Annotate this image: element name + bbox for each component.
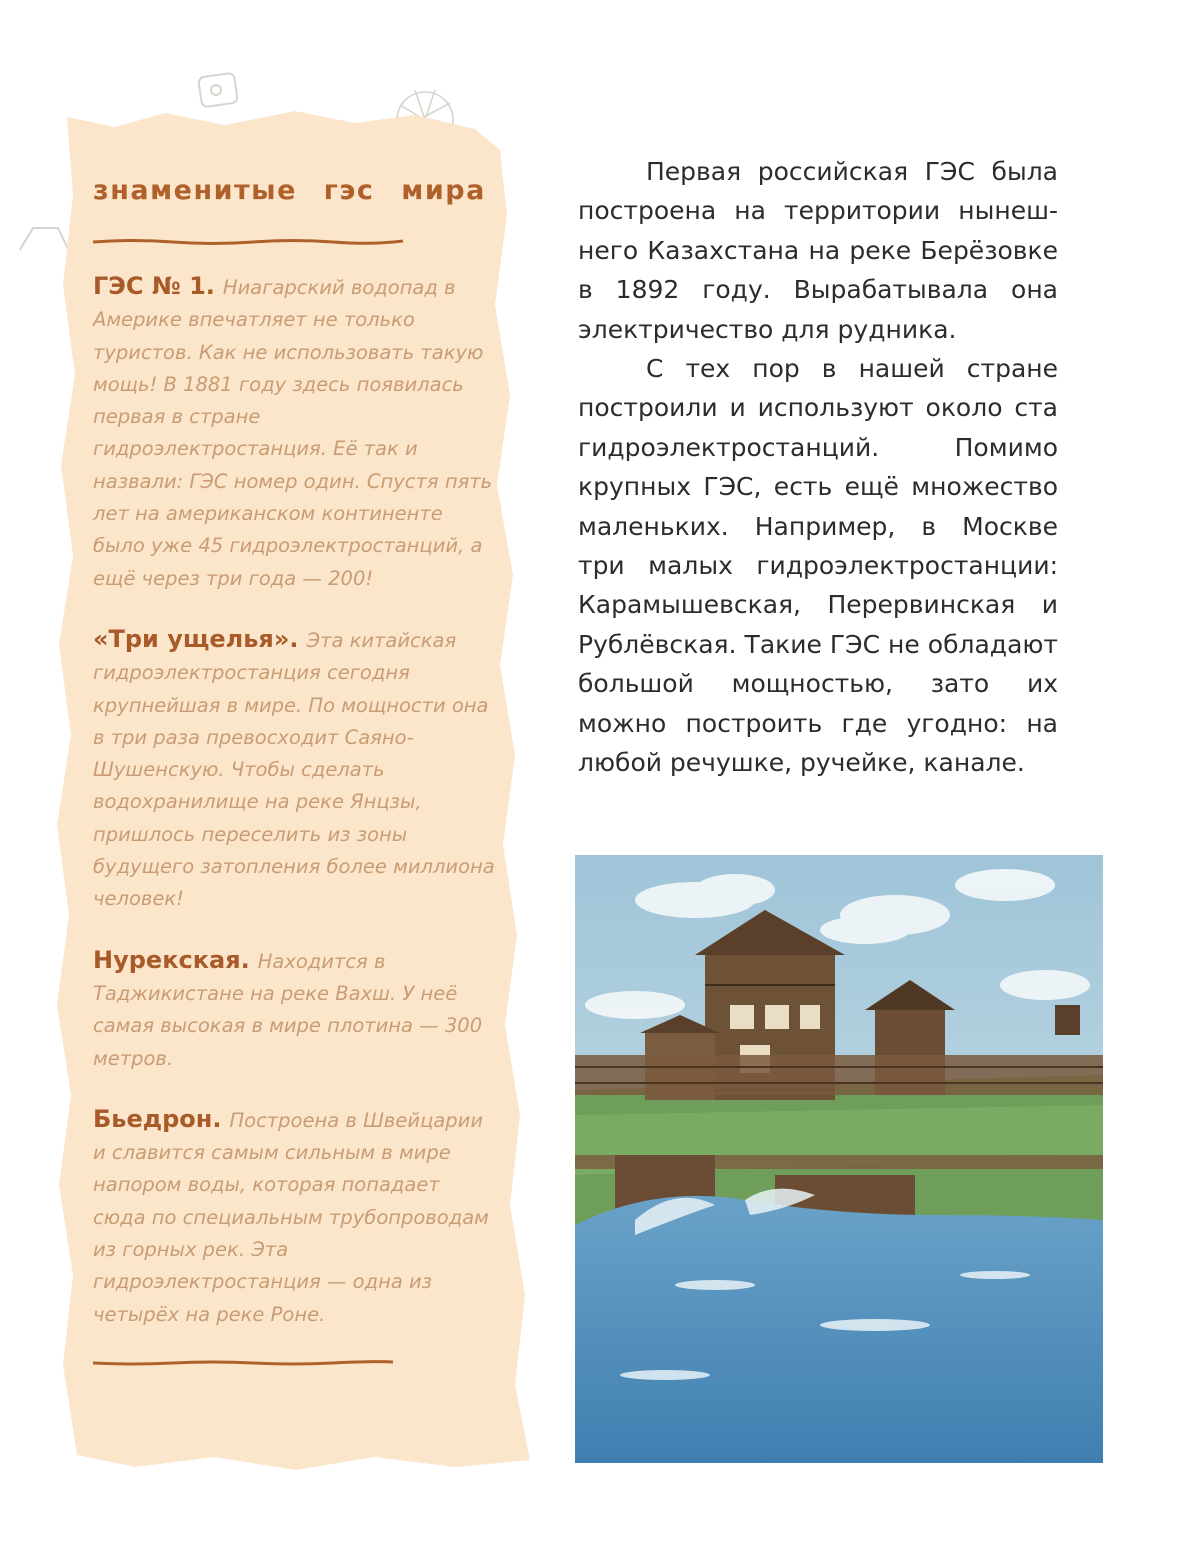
entry-text: Ниагарский водопад в Америке впечатляет не только туристов. Как не использовать такую мощь! В 1881 году здесь появилась первая в стране гидроэлектростанция. Её так и назвали: ГЭС номер один. Спустя пять лет на американском континенте было уже 45 гидроэлектростанций, а ещё через три года — 200! [93,276,493,590]
entry-heading: ГЭС № 1. [93,272,215,300]
hydro-plant-illustration [575,855,1103,1463]
main-article [578,152,1058,783]
entry-heading: Бьедрон. [93,1104,222,1133]
entry-nurek [93,944,498,1075]
entry-text: Эта китайская гидроэлектростанция сегодня крупнейшая в мире. По мощности она в три раза превосходит Саяно-Шушенскую. Чтобы сделать водохранилище на реке Янцзы, пришлось переселить из зоны будущего затопления более миллиона человек! [93,628,495,911]
entry-ges-1 [93,270,498,595]
entry-three-gorges [93,623,498,916]
sidebar-title: знаменитые гэс мира [93,175,486,206]
entry-heading: «Три ущелья». [93,624,299,653]
entry-text: Находится в Таджикистане на реке Вахш. У неё самая высокая в мире плотина — 300 метров. [93,949,483,1070]
famous-dams-sidebar [55,105,555,1475]
entry-text: Построена в Швейцарии и славится самым сильным в мире напором воды, которая попадает сюда по специальным трубопроводам из горных рек. Эта гидроэлектростанция — одна из четырёх на реке Роне. [93,1108,489,1326]
title-divider [93,238,403,246]
sidebar-content [93,175,498,1367]
entry-heading: Нурекская. [93,945,250,974]
bottom-divider [93,1359,393,1367]
entry-bieudron [93,1103,498,1331]
paragraph-1: Первая российская ГЭС была построена на территории нынешнего Казахстана на реке Берёзовке в 1892 году. Вырабатывала она электричество для рудника. [578,157,1058,344]
paragraph-2: С тех пор в нашей стране построили и используют около ста гидроэлектростанций. Помимо крупных ГЭС, есть ещё множество маленьких. Например, в Москве три малых гидроэлектростанции: Карамышевская, Перервинская и Рублёвская. Такие ГЭС не обладают большой мощностью, зато их можно построить где угодно: на любой речушке, ручейке, канале. [578,354,1058,778]
